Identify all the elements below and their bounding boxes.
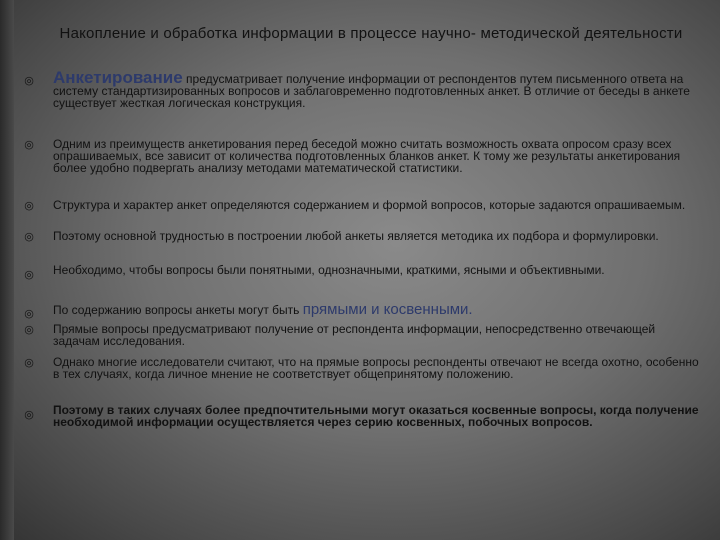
bullet-text: Прямые вопросы предусматривают получение от респондента информации, непосредственно отвечающей задачам исследования. xyxy=(53,322,656,349)
bullet-text: Одним из преимуществ анкетирования перед беседой можно считать возможность охвата опросом сразу всех опрашиваемых, все зависит от количества подготовленных бланков анкет. К тому же результаты анкетирования более удобно подвергать анализу методами математической статистики. xyxy=(53,137,681,176)
bullet-marker-icon: ◎ xyxy=(24,200,34,212)
bullet-text: Анкетирование предусматривает получение информации от респондентов путем письменного ответа на систему стандартизированных вопросов и заблаговременно подготовленных анкет. В отличие от беседы в анкете существует жесткая логическая конструкция. xyxy=(53,68,690,111)
bullet-text: Необходимо, чтобы вопросы были понятными, однозначными, краткими, ясными и объективными. xyxy=(53,263,605,277)
slide-title: Накопление и обработка информации в процессе научно- методической деятельности xyxy=(59,25,683,42)
bullet-text: Структура и характер анкет определяются содержанием и формой вопросов, которые задаются опрашиваемым. xyxy=(53,198,686,212)
bullet-marker-icon: ◎ xyxy=(24,409,34,421)
bullet-text: Поэтому в таких случаях более предпочтительными могут оказаться косвенные вопросы, когда получение необходимой информации осуществляется через серию косвенных, побочных вопросов. xyxy=(53,403,699,430)
bullet-marker-icon: ◎ xyxy=(24,75,34,87)
bullet-lead: Анкетирование xyxy=(53,68,183,87)
bullet-marker-icon: ◎ xyxy=(24,357,34,369)
bullet-marker-icon: ◎ xyxy=(24,269,34,281)
bullet-marker-icon: ◎ xyxy=(24,139,34,151)
bullet-marker-icon: ◎ xyxy=(24,324,34,336)
bullet-accent: прямыми и косвенными. xyxy=(302,301,473,318)
bullet-marker-icon: ◎ xyxy=(24,231,34,243)
left-decor-bar xyxy=(0,0,14,540)
bullet-text: По содержанию вопросы анкеты могут быть прямыми и косвенными. xyxy=(53,301,473,318)
bullet-text: Однако многие исследователи считают, что на прямые вопросы респонденты отвечают не всегда охотно, особенно в тех случаях, когда личное мнение не соответствует общепринятому положению. xyxy=(53,355,699,382)
bullet-text: Поэтому основной трудностью в построении любой анкеты является методика их подбора и формулировки. xyxy=(53,229,659,243)
bullet-marker-icon: ◎ xyxy=(24,308,34,320)
